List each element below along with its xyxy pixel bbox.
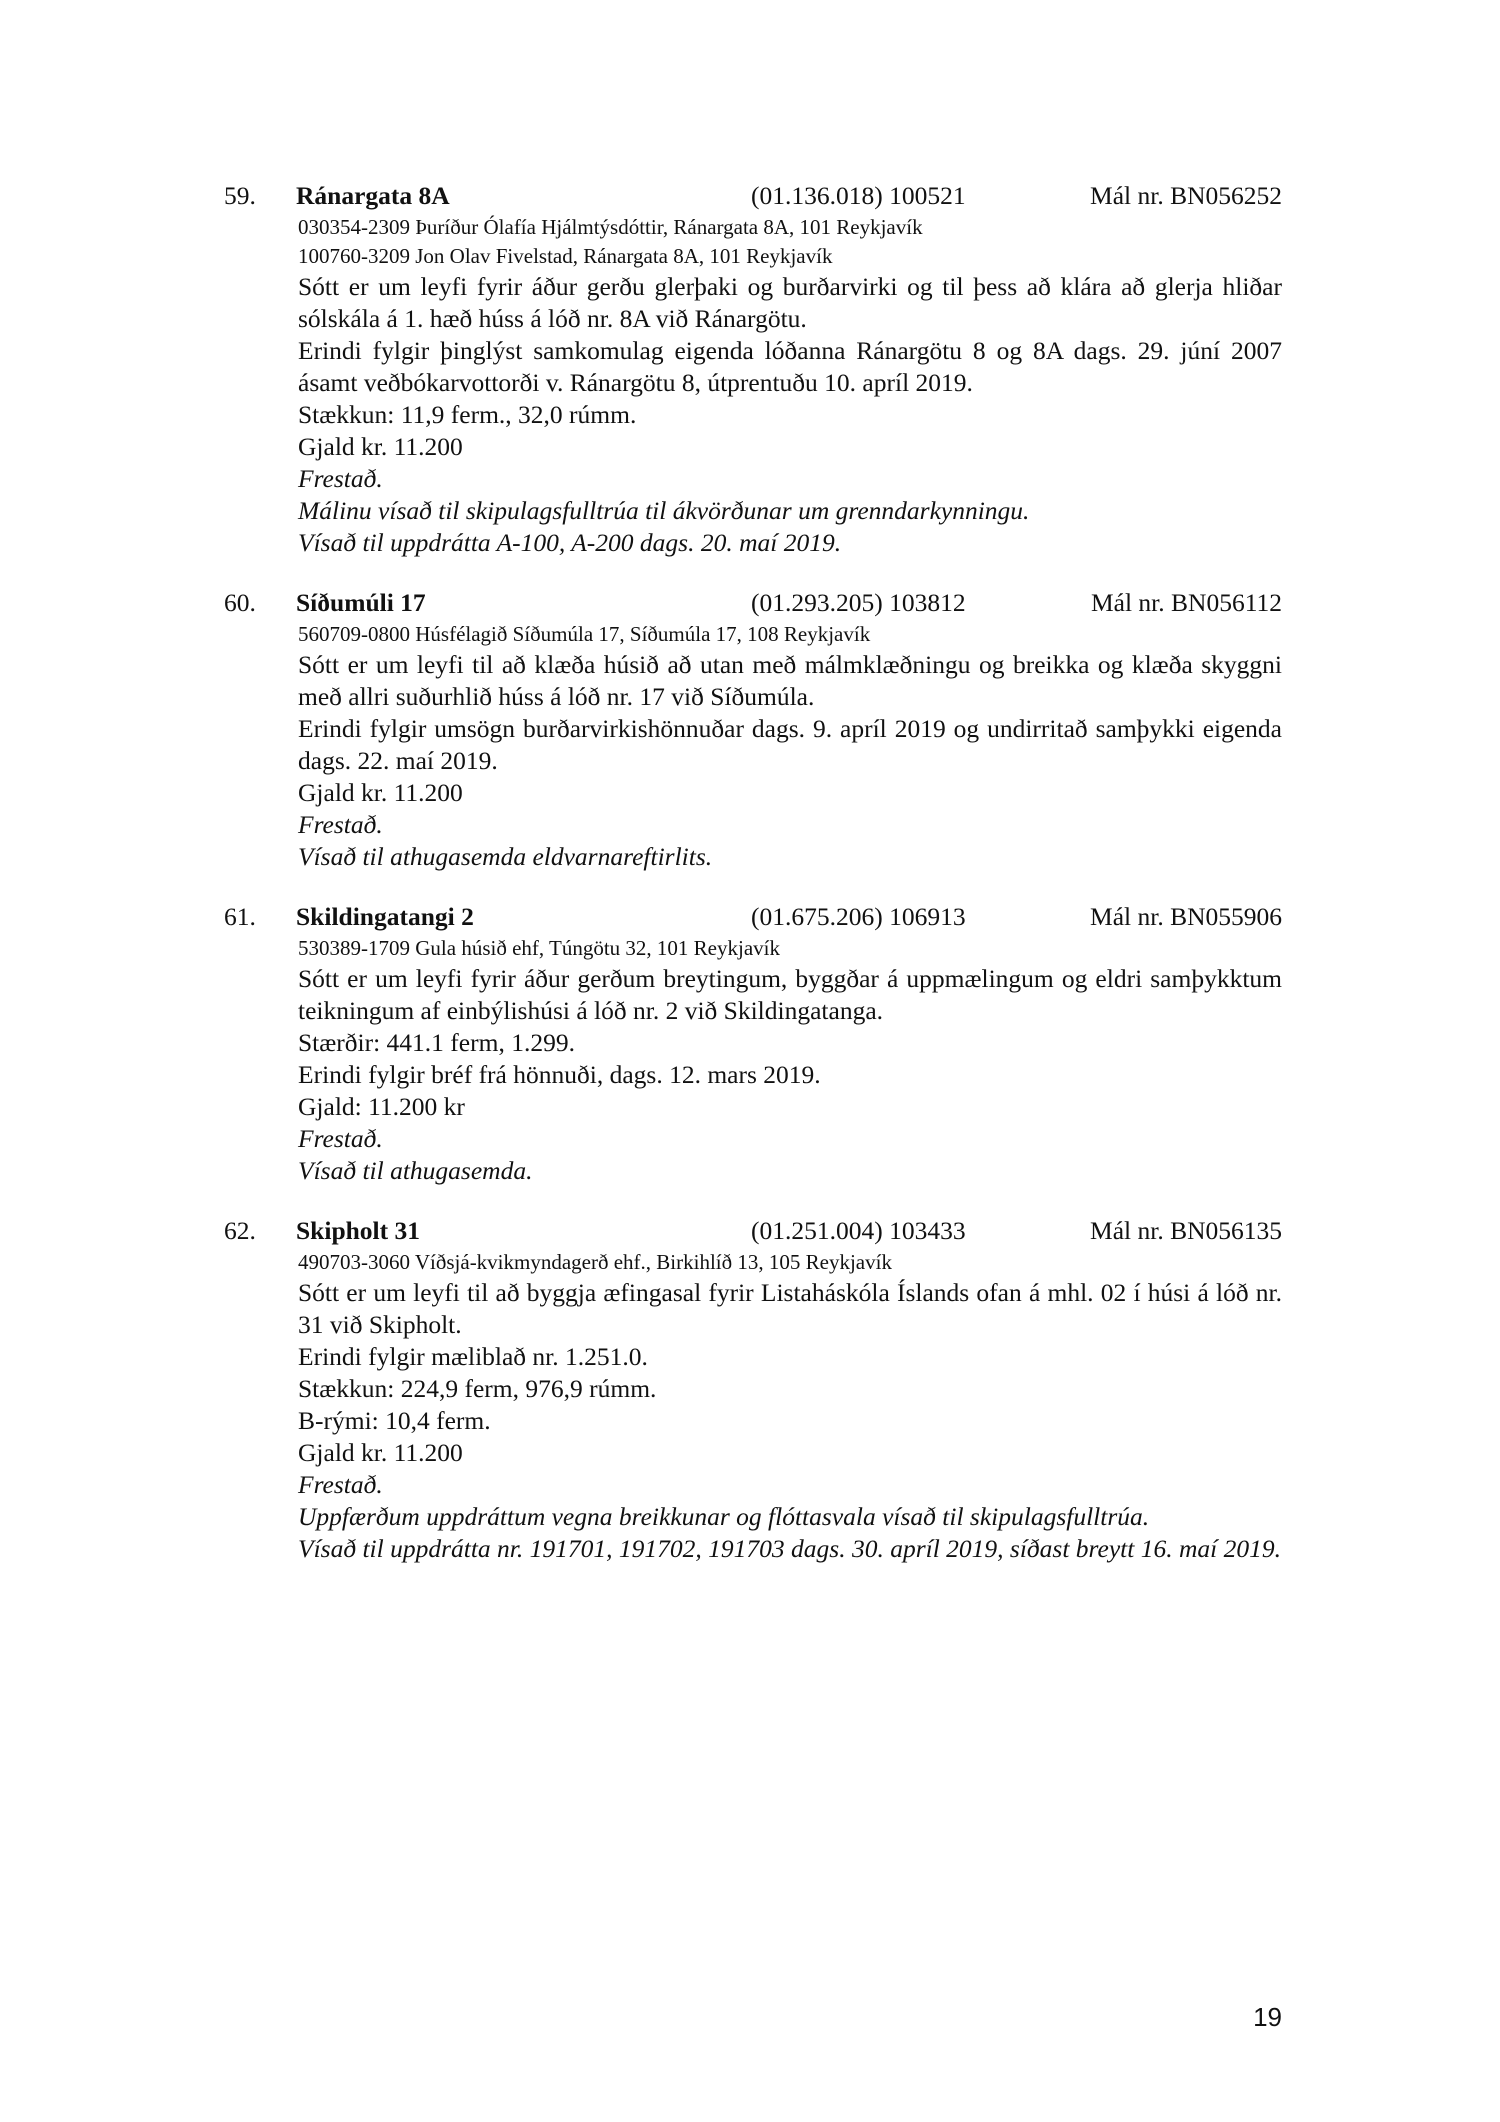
entry-decision: Frestað. (298, 810, 383, 839)
entry-text: Erindi fylgir bréf frá hönnuði, dags. 12. mars 2019. (298, 1060, 821, 1089)
entry-body (298, 213, 1282, 559)
entry-header (224, 586, 1282, 620)
entry-decision-note: Vísað til uppdrátta A-100, A-200 dags. 20. maí 2019. (298, 528, 842, 557)
entry-header (224, 1214, 1282, 1248)
page-number: 19 (1253, 2002, 1282, 2032)
entry-fee: Gjald kr. 11.200 (298, 778, 463, 807)
entry-number: 60. (224, 588, 256, 617)
entry-text: Sótt er um leyfi til að byggja æfingasal fyrir Listaháskóla Íslands ofan á mhl. 02 í húsi á lóð nr. 31 við Skipholt. (298, 1278, 1282, 1339)
entry-number: 59. (224, 181, 256, 210)
entry-owner: 490703-3060 Víðsjá-kvikmyndagerð ehf., Birkihlíð 13, 105 Reykjavík (298, 1250, 892, 1274)
entry-decision: Frestað. (298, 1470, 383, 1499)
entry-body (298, 934, 1282, 1187)
entry-text: Stærðir: 441.1 ferm, 1.299. (298, 1028, 575, 1057)
entry-text: Erindi fylgir þinglýst samkomulag eigenda lóðanna Ránargötu 8 og 8A dags. 29. júní 2007 ásamt veðbókarvottorði v. Ránargötu 8, útprentuðu 10. apríl 2019. (298, 336, 1282, 397)
entry-decision-note: Vísað til uppdrátta nr. 191701, 191702, 191703 dags. 30. apríl 2019, síðast breytt 16. maí 2019. (298, 1534, 1281, 1563)
entry-owner: 100760-3209 Jon Olav Fivelstad, Ránargata 8A, 101 Reykjavík (298, 244, 833, 268)
entry-decision-note: Málinu vísað til skipulagsfulltrúa til ákvörðunar um grenndarkynningu. (298, 496, 1030, 525)
entry-owner: 030354-2309 Þuríður Ólafía Hjálmtýsdóttir, Ránargata 8A, 101 Reykjavík (298, 215, 923, 239)
entry-property-ref: (01.293.205) 103812 (751, 588, 966, 617)
entry-fee: Gjald: 11.200 kr (298, 1092, 465, 1121)
entry-text: Erindi fylgir mæliblað nr. 1.251.0. (298, 1342, 648, 1371)
entry-owner: 530389-1709 Gula húsið ehf, Túngötu 32, 101 Reykjavík (298, 936, 780, 960)
entry-case-number: Mál nr. BN056112 (1090, 588, 1282, 617)
entry-decision: Frestað. (298, 464, 383, 493)
agenda-entry (224, 1214, 1282, 1565)
entry-header (224, 900, 1282, 934)
entry-address: Síðumúli 17 (296, 588, 426, 617)
entry-decision-note: Vísað til athugasemda. (298, 1156, 533, 1185)
entry-fee: Gjald kr. 11.200 (298, 1438, 463, 1467)
entry-text: Stækkun: 224,9 ferm, 976,9 rúmm. (298, 1374, 657, 1403)
entry-decision-note: Uppfærðum uppdráttum vegna breikkunar og flóttasvala vísað til skipulagsfulltrúa. (298, 1502, 1150, 1531)
agenda-entries (224, 179, 1282, 1592)
entry-address: Ránargata 8A (296, 181, 450, 210)
agenda-entry (224, 900, 1282, 1187)
entry-body (298, 620, 1282, 873)
entry-text: Erindi fylgir umsögn burðarvirkishönnuðar dags. 9. apríl 2019 og undirritað samþykki eigenda dags. 22. maí 2019. (298, 714, 1282, 775)
entry-owner: 560709-0800 Húsfélagið Síðumúla 17, Síðumúla 17, 108 Reykjavík (298, 622, 871, 646)
entry-property-ref: (01.675.206) 106913 (751, 902, 966, 931)
entry-decision: Frestað. (298, 1124, 383, 1153)
entry-number: 61. (224, 902, 256, 931)
entry-text: Stækkun: 11,9 ferm., 32,0 rúmm. (298, 400, 637, 429)
agenda-entry (224, 179, 1282, 559)
entry-text: Sótt er um leyfi til að klæða húsið að utan með málmklæðningu og breikka og klæða skyggni með allri suðurhlið húss á lóð nr. 17 við Síðumúla. (298, 650, 1282, 711)
entry-property-ref: (01.251.004) 103433 (751, 1216, 966, 1245)
agenda-entry (224, 586, 1282, 873)
entry-case-number: Mál nr. BN056135 (1090, 1216, 1282, 1245)
entry-property-ref: (01.136.018) 100521 (751, 181, 966, 210)
entry-body (298, 1248, 1282, 1565)
entry-text: B-rými: 10,4 ferm. (298, 1406, 491, 1435)
entry-decision-note: Vísað til athugasemda eldvarnareftirlits. (298, 842, 713, 871)
entry-fee: Gjald kr. 11.200 (298, 432, 463, 461)
entry-address: Skipholt 31 (296, 1216, 421, 1245)
entry-number: 62. (224, 1216, 256, 1245)
entry-address: Skildingatangi 2 (296, 902, 474, 931)
entry-text: Sótt er um leyfi fyrir áður gerðu glerþaki og burðarvirki og til þess að klára að glerja hliðar sólskála á 1. hæð húss á lóð nr. 8A við Ránargötu. (298, 272, 1282, 333)
entry-text: Sótt er um leyfi fyrir áður gerðum breytingum, byggðar á uppmælingum og eldri samþykktum teikningum af einbýlishúsi á lóð nr. 2 við Skildingatanga. (298, 964, 1282, 1025)
entry-case-number: Mál nr. BN056252 (1090, 181, 1282, 210)
entry-header (224, 179, 1282, 213)
entry-case-number: Mál nr. BN055906 (1090, 902, 1282, 931)
